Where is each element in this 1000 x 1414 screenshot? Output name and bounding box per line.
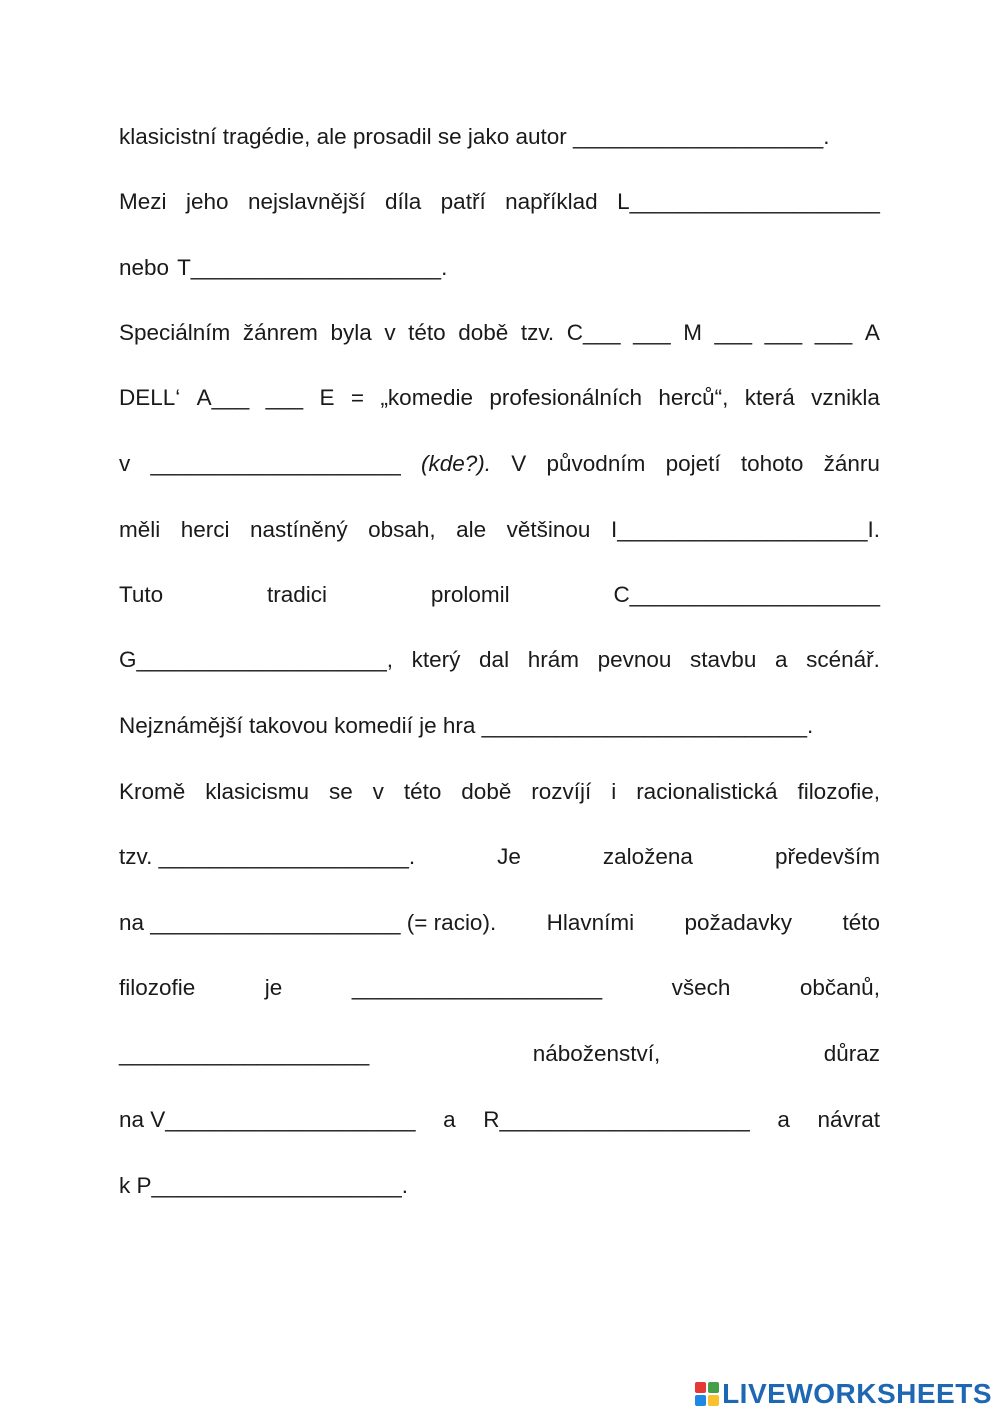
text-run: požadavky	[684, 910, 793, 935]
text-run: díla	[384, 189, 422, 214]
text-run: i	[611, 779, 617, 804]
text-run: E	[319, 385, 335, 410]
text-run: Kromě	[119, 779, 186, 804]
text-run: v	[384, 320, 396, 345]
text-run: prolomil	[430, 582, 510, 607]
answer-blank[interactable]: ____________________	[150, 451, 401, 476]
text-run: na ____________________ (= racio).	[119, 910, 497, 935]
text-run: A	[864, 320, 880, 345]
text-run: Speciálním	[119, 320, 231, 345]
logo-square	[708, 1382, 719, 1393]
text-run: náboženství,	[532, 1041, 661, 1066]
text-run: A___	[196, 385, 250, 410]
text-run: měli	[119, 517, 161, 542]
text-run: „komedie	[380, 385, 473, 410]
text-run: pevnou	[597, 647, 672, 672]
text-line	[119, 1100, 880, 1140]
text-run: filozofie	[119, 975, 196, 1000]
text-line	[119, 1034, 880, 1074]
text-run: který	[411, 647, 461, 672]
text-line	[119, 640, 880, 680]
text-run: nejslavnější	[247, 189, 366, 214]
text-run: obsah,	[368, 517, 436, 542]
text-run: jeho	[185, 189, 229, 214]
text-run: všech	[671, 975, 731, 1000]
text-run: herci	[180, 517, 230, 542]
text-line	[119, 903, 880, 943]
text-run: této	[403, 779, 442, 804]
text-run: se	[328, 779, 353, 804]
text-run: této	[408, 320, 446, 345]
text-run: založena	[602, 844, 693, 869]
text-run: klasicistní tragédie, ale prosadil se jako autor ____________________.	[119, 124, 830, 149]
text-line	[119, 968, 880, 1008]
text-run: ale	[456, 517, 487, 542]
text-line	[119, 378, 880, 418]
text-line	[119, 706, 880, 746]
text-line	[119, 837, 880, 877]
text-run: filozofie,	[797, 779, 880, 804]
text-run: scénář.	[806, 647, 880, 672]
text-run: =	[350, 385, 365, 410]
text-line	[119, 117, 880, 157]
text-run: klasicismu	[205, 779, 309, 804]
text-run: ___	[714, 320, 753, 345]
text-run: v	[119, 451, 131, 476]
text-run: V	[511, 451, 527, 476]
text-run: k P____________________.	[119, 1173, 409, 1198]
text-run: tradici	[267, 582, 328, 607]
text-run: žánrem	[242, 320, 318, 345]
text-line	[119, 182, 880, 222]
text-run: Mezi	[119, 189, 167, 214]
text-run: v	[372, 779, 384, 804]
text-run: Nejznámější takovou komedií je hra __________________________.	[119, 713, 814, 738]
text-run: dal	[479, 647, 510, 672]
logo-square	[695, 1395, 706, 1406]
text-run: C___	[566, 320, 621, 345]
text-line	[119, 1166, 880, 1206]
text-run: a	[443, 1107, 456, 1132]
text-run: tzv. ____________________.	[119, 844, 416, 869]
text-run: T____________________.	[177, 255, 448, 280]
text-run: Je	[497, 844, 521, 869]
text-run: byla	[330, 320, 372, 345]
text-run: především	[774, 844, 880, 869]
text-line	[119, 248, 880, 288]
text-run: profesionálních	[489, 385, 642, 410]
text-run: pojetí	[665, 451, 721, 476]
answer-blank[interactable]: I____________________I.	[610, 517, 880, 542]
text-line	[119, 313, 880, 353]
answer-blank[interactable]: G____________________,	[119, 647, 394, 672]
answer-blank[interactable]: ____________________	[119, 1041, 370, 1066]
text-run: a	[774, 647, 788, 672]
answer-blank[interactable]: C____________________	[613, 582, 880, 607]
text-run: a	[777, 1107, 790, 1132]
text-run: hrám	[527, 647, 579, 672]
text-run: ___	[764, 320, 803, 345]
logo-text: LIVEWORKSHEETS	[722, 1378, 992, 1409]
text-run: stavbu	[690, 647, 757, 672]
text-run: (kde?).	[421, 451, 492, 476]
text-run: DELL‘	[119, 385, 181, 410]
text-run: původním	[546, 451, 646, 476]
text-run: této	[842, 910, 880, 935]
text-run: M	[683, 320, 702, 345]
text-line	[119, 444, 880, 484]
answer-blank[interactable]: R____________________	[483, 1107, 750, 1132]
text-line	[119, 510, 880, 550]
text-run: tzv.	[520, 320, 555, 345]
text-run: ___	[633, 320, 671, 345]
text-run: žánru	[823, 451, 880, 476]
logo-mark-icon	[695, 1382, 719, 1406]
text-run: je	[264, 975, 283, 1000]
text-line	[119, 772, 880, 812]
logo-square	[708, 1395, 719, 1406]
text-run: ___	[814, 320, 853, 345]
text-run: době	[458, 320, 509, 345]
text-run: nebo	[119, 255, 170, 280]
text-run: tohoto	[740, 451, 804, 476]
logo-square	[695, 1382, 706, 1393]
text-run: ___	[265, 385, 304, 410]
text-run: Tuto	[119, 582, 164, 607]
text-run: na V____________________	[119, 1107, 416, 1132]
text-run: která	[744, 385, 795, 410]
text-run: vznikla	[811, 385, 880, 410]
text-run: rozvíjí	[531, 779, 592, 804]
text-run: většinou	[506, 517, 591, 542]
text-run: herců“,	[658, 385, 729, 410]
text-run: racionalistická	[636, 779, 778, 804]
text-line	[119, 575, 880, 615]
text-run: návrat	[817, 1107, 880, 1132]
text-run: občanů,	[799, 975, 880, 1000]
answer-blank[interactable]: ____________________	[351, 975, 603, 1000]
text-run: nastíněný	[250, 517, 348, 542]
liveworksheets-logo[interactable]	[695, 1374, 992, 1414]
text-run: patří	[440, 189, 486, 214]
text-run: době	[461, 779, 512, 804]
text-run: L____________________	[617, 189, 880, 214]
text-run: například	[505, 189, 598, 214]
text-run: Hlavními	[546, 910, 635, 935]
text-run: důraz	[823, 1041, 880, 1066]
